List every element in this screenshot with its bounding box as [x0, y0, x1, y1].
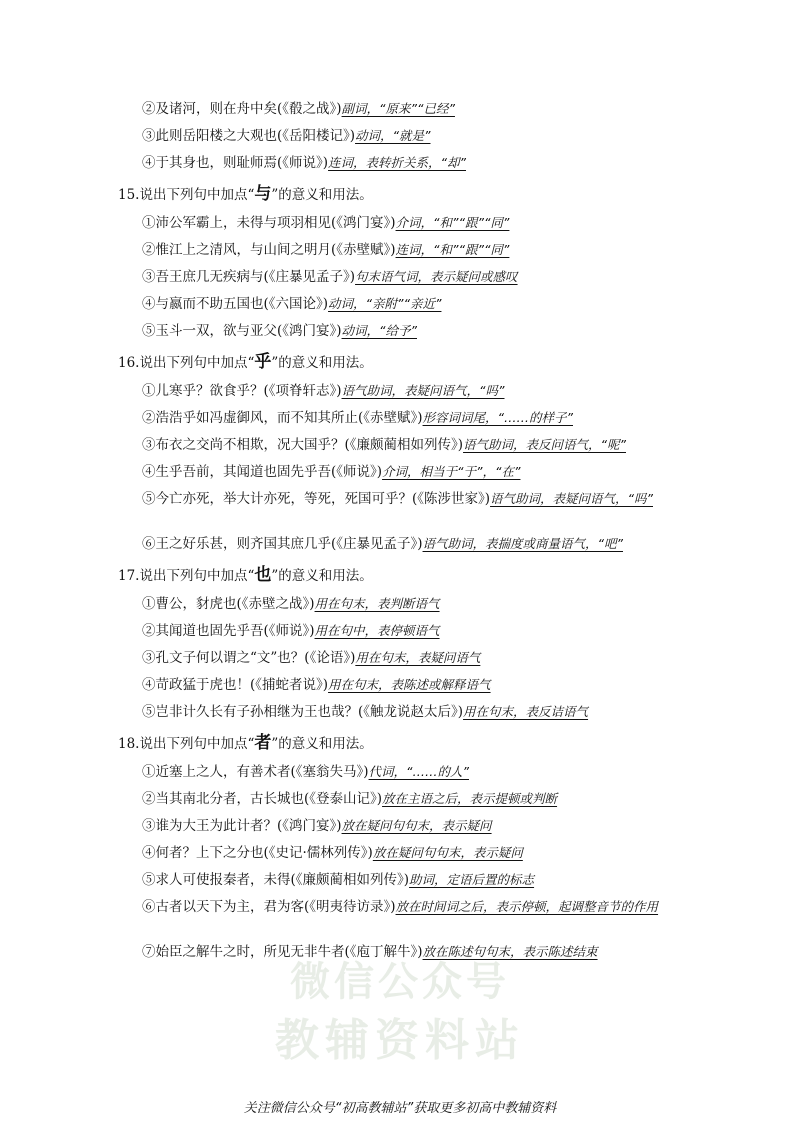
heading-text: 16.说出下列句中加点“	[118, 355, 255, 371]
example-sentence: ⑤今亡亦死，举大计亦死，等死，死国可乎？(《陈涉世家》)	[142, 491, 491, 507]
example-sentence: ②当其南北分者，古长城也(《登泰山记》)	[142, 791, 383, 807]
example-line	[118, 268, 690, 295]
answer-text: 用在句末，表反诘语气	[463, 704, 589, 719]
heading-text: 18.说出下列句中加点“	[118, 736, 255, 752]
heading-text: ”的意义和用法。	[271, 736, 373, 752]
example-sentence: ⑦始臣之解牛之时，所见无非牛者(《庖丁解牛》)	[142, 944, 423, 960]
example-line	[118, 100, 690, 127]
example-sentence: ①近塞上之人，有善术者(《塞翁失马》)	[142, 764, 369, 780]
answer-text: 放在时间词之后，表示停顿，起调整音节的作用	[395, 899, 659, 914]
question-heading	[118, 734, 690, 763]
answer-text: 用在句末，表陈述或解释语气	[328, 677, 491, 692]
heading-text: 15.说出下列句中加点“	[118, 187, 255, 203]
example-sentence: ③谁为大王为此计者？(《鸿门宴》)	[142, 818, 342, 834]
example-line	[118, 535, 690, 562]
example-line	[118, 817, 690, 844]
example-line	[118, 154, 690, 181]
example-line	[118, 943, 690, 970]
answer-text: 动词，“给予”	[341, 323, 417, 338]
example-line	[118, 763, 690, 790]
example-sentence: ⑤玉斗一双，欲与亚父(《鸿门宴》)	[142, 323, 342, 339]
heading-text: 17.说出下列句中加点“	[118, 568, 255, 584]
example-sentence: ④与嬴而不助五国也(《六国论》)	[142, 296, 329, 312]
example-line	[118, 214, 690, 241]
example-sentence: ④何者？上下之分也(《史记·儒林列传》)	[142, 845, 373, 861]
answer-text: 代词，“……的人”	[368, 764, 469, 779]
answer-text: 语气助词，表疑问语气，“吗”	[341, 383, 505, 398]
example-line	[118, 871, 690, 898]
key-character: 与	[254, 184, 272, 204]
answer-text: 用在句末，表判断语气	[314, 596, 440, 611]
example-sentence: ③孔文子何以谓之“文”也？(《论语》)	[142, 650, 356, 666]
answer-text: 介词，“和”“跟”“同”	[395, 215, 510, 230]
exercise-content	[118, 100, 690, 970]
question-heading	[118, 566, 690, 595]
page-footer: 关注微信公众号“初高教辅站”获取更多初高中教辅资料	[243, 1101, 557, 1116]
question-heading	[118, 185, 690, 214]
answer-text: 连词，表转折关系，“却”	[328, 155, 466, 170]
example-line	[118, 790, 690, 817]
example-line	[118, 703, 690, 730]
answer-text: 用在句中，表停顿语气	[314, 623, 440, 638]
example-sentence: ②惟江上之清风，与山间之明月(《赤壁赋》)	[142, 242, 396, 258]
example-sentence: ③此则岳阳楼之大观也(《岳阳楼记》)	[142, 128, 356, 144]
answer-text: 句末语气词，表示疑问或感叹	[355, 269, 518, 284]
example-line	[118, 595, 690, 622]
watermark-line2: 教辅资料站	[275, 1015, 525, 1066]
example-sentence: ①曹公，豺虎也(《赤壁之战》)	[142, 596, 315, 612]
example-line	[118, 241, 690, 268]
example-line	[118, 409, 690, 436]
example-sentence: ④生乎吾前，其闻道也固先乎吾(《师说》)	[142, 464, 383, 480]
example-line	[118, 463, 690, 490]
answer-text: 语气助词，表疑问语气，“吗”	[490, 491, 653, 506]
answer-text: 形容词词尾，“……的样子”	[422, 410, 573, 425]
example-sentence: ③吾王庶几无疾病与(《庄暴见孟子》)	[142, 269, 356, 285]
example-sentence: ②其闻道也固先乎吾(《师说》)	[142, 623, 315, 639]
watermark-line1: 微信公众号	[290, 959, 510, 1005]
example-line	[118, 436, 690, 463]
example-sentence: ①沛公军霸上，未得与项羽相见(《鸿门宴》)	[142, 215, 396, 231]
key-character: 也	[254, 565, 272, 585]
answer-text: 用在句末，表疑问语气	[355, 650, 481, 665]
answer-text: 语气助词，表揣度或商量语气，“吧”	[422, 536, 623, 551]
example-line	[118, 322, 690, 349]
question-heading	[118, 353, 690, 382]
answer-text: 动词，“就是”	[355, 128, 431, 143]
answer-text: 助词，定语后置的标志	[409, 872, 535, 887]
heading-text: ”的意义和用法。	[271, 187, 373, 203]
example-sentence: ③布衣之交尚不相欺，况大国乎？(《廉颇蔺相如列传》)	[142, 437, 464, 453]
example-sentence: ②浩浩乎如冯虚御风，而不知其所止(《赤壁赋》)	[142, 410, 423, 426]
example-sentence: ⑤岂非计久长有子孙相继为王也哉？(《触龙说赵太后》)	[142, 704, 464, 720]
example-line	[118, 490, 690, 535]
example-sentence: ①儿寒乎？欲食乎？(《项脊轩志》)	[142, 383, 342, 399]
example-sentence: ⑥王之好乐甚，则齐国其庶几乎(《庄暴见孟子》)	[142, 536, 423, 552]
example-line	[118, 295, 690, 322]
heading-text: ”的意义和用法。	[271, 355, 373, 371]
example-line	[118, 649, 690, 676]
example-sentence: ④于其身也，则耻师焉(《师说》)	[142, 155, 329, 171]
answer-text: 放在疑问句句末，表示疑问	[372, 845, 523, 860]
heading-text: ”的意义和用法。	[271, 568, 373, 584]
answer-text: 副词，“原来”“已经”	[341, 101, 455, 116]
example-line	[118, 622, 690, 649]
key-character: 者	[254, 733, 272, 753]
example-sentence: ⑤求人可使报秦者，未得(《廉颇蔺相如列传》)	[142, 872, 410, 888]
example-sentence: ②及诸河，则在舟中矣(《殽之战》)	[142, 101, 342, 117]
answer-text: 语气助词，表反问语气，“呢”	[463, 437, 626, 452]
example-line	[118, 127, 690, 154]
answer-text: 放在主语之后，表示提顿或判断	[382, 791, 558, 806]
example-sentence: ④苛政猛于虎也！(《捕蛇者说》)	[142, 677, 329, 693]
example-line	[118, 382, 690, 409]
answer-text: 动词，“亲附”“亲近”	[328, 296, 442, 311]
answer-text: 放在疑问句句末，表示疑问	[341, 818, 492, 833]
example-line	[118, 676, 690, 703]
answer-text: 连词，“和”“跟”“同”	[395, 242, 510, 257]
example-line	[118, 898, 690, 943]
answer-text: 介词，相当于“于”，“在”	[382, 464, 521, 479]
example-sentence: ⑥古者以天下为主，君为客(《明夷待访录》)	[142, 899, 396, 915]
key-character: 乎	[254, 352, 272, 372]
answer-text: 放在陈述句句末，表示陈述结束	[422, 944, 598, 959]
example-line	[118, 844, 690, 871]
